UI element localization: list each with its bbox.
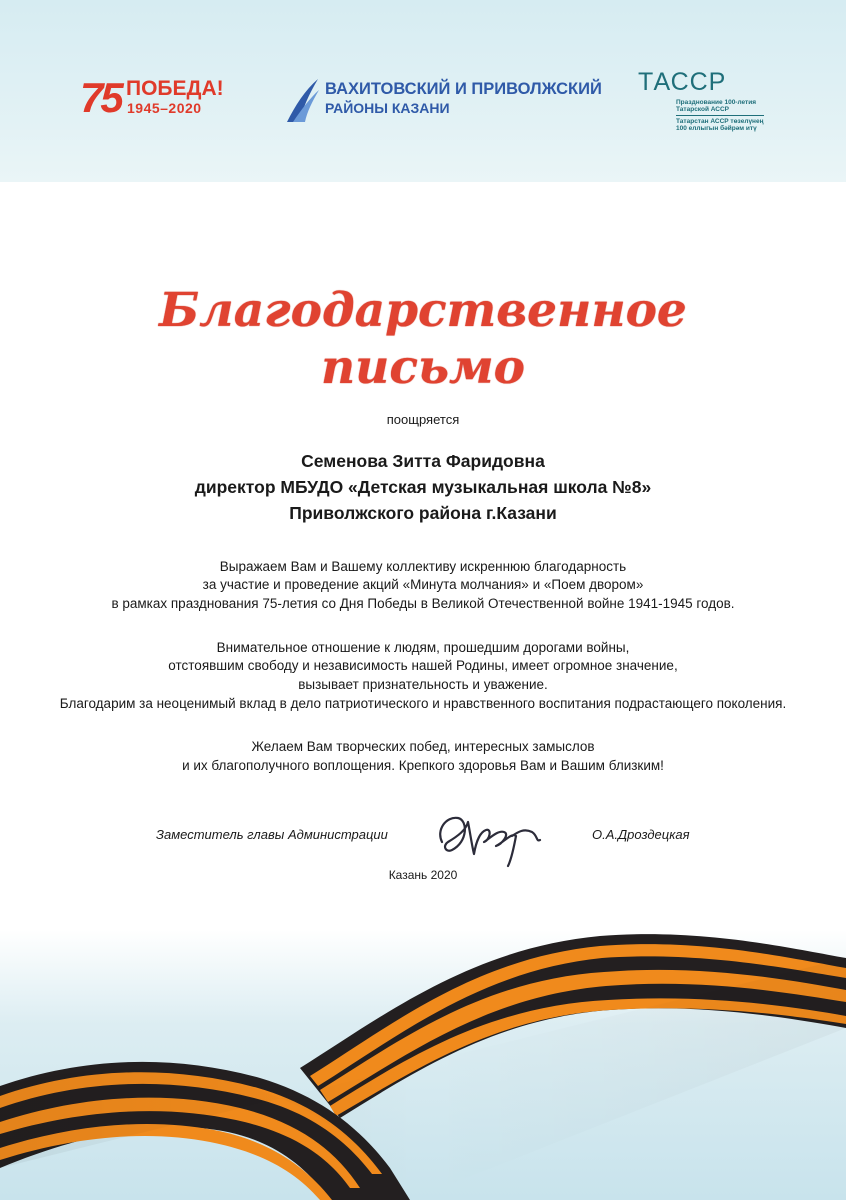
body-line: Выражаем Вам и Вашему коллективу искреннюю благодарность bbox=[219, 559, 627, 574]
recipient-name: Семенова Зитта Фаридовна bbox=[301, 451, 545, 471]
body-line: Внимательное отношение к людям, прошедшим дорогами войны, bbox=[216, 640, 630, 655]
body-line: отстоявшим свободу и независимость нашей Родины, имеет огромное значение, bbox=[168, 658, 678, 673]
recipient-district: Приволжского района г.Казани bbox=[289, 503, 557, 523]
districts-logo bbox=[285, 76, 602, 126]
tassr-caption-4: 100 еллыгын бәйрәм итү bbox=[676, 125, 757, 132]
encourages-label: поощряется bbox=[386, 412, 460, 427]
pobeda-years: 1945–2020 bbox=[127, 100, 202, 116]
tassr-caption-1: Празднование 100-летия bbox=[676, 99, 757, 106]
body-line: за участие и проведение акций «Минута молчания» и «Поем двором» bbox=[202, 577, 644, 592]
body-line: в рамках празднования 75-летия со Дня Победы в Великой Отечественной войне 1941-1945 годов. bbox=[111, 596, 735, 611]
document-title-line1: Благодарственное bbox=[159, 283, 687, 338]
body-line: и их благополучного воплощения. Крепкого здоровья Вам и Вашим близким! bbox=[182, 758, 664, 773]
tassr-logo bbox=[638, 68, 778, 132]
districts-name-line1: ВАХИТОВСКИЙ И ПРИВОЛЖСКИЙ bbox=[325, 80, 602, 98]
body-line: Желаем Вам творческих побед, интересных замыслов bbox=[251, 739, 595, 754]
districts-emblem-icon bbox=[285, 76, 321, 126]
tassr-name: ТАССР bbox=[638, 68, 727, 96]
signatory-name: О.А.Дроздецкая bbox=[592, 827, 690, 842]
document-title-line2: письмо bbox=[321, 340, 525, 395]
handwritten-signature-icon bbox=[428, 802, 548, 872]
body-line: Благодарим за неоценимый вклад в дело патриотического и нравственного воспитания подрастающего поколения. bbox=[59, 696, 787, 711]
body-line: вызывает признательность и уважение. bbox=[298, 677, 548, 692]
pobeda-word: ПОБЕДА! bbox=[126, 77, 224, 100]
tassr-divider bbox=[676, 115, 764, 116]
tassr-caption-3: Татарстан АССР төзелүнең bbox=[676, 118, 764, 125]
tassr-caption-2: Татарской АССР bbox=[676, 106, 730, 113]
signatory-title: Заместитель главы Администрации bbox=[156, 827, 388, 842]
pobeda-number: 75 bbox=[80, 74, 121, 121]
districts-name-line2: РАЙОНЫ КАЗАНИ bbox=[325, 100, 450, 116]
recipient-position: директор МБУДО «Детская музыкальная школа №8» bbox=[194, 477, 652, 497]
st-george-ribbon-icon bbox=[0, 918, 846, 1200]
place-and-date: Казань 2020 bbox=[388, 868, 458, 882]
pobeda-logo bbox=[80, 76, 250, 120]
